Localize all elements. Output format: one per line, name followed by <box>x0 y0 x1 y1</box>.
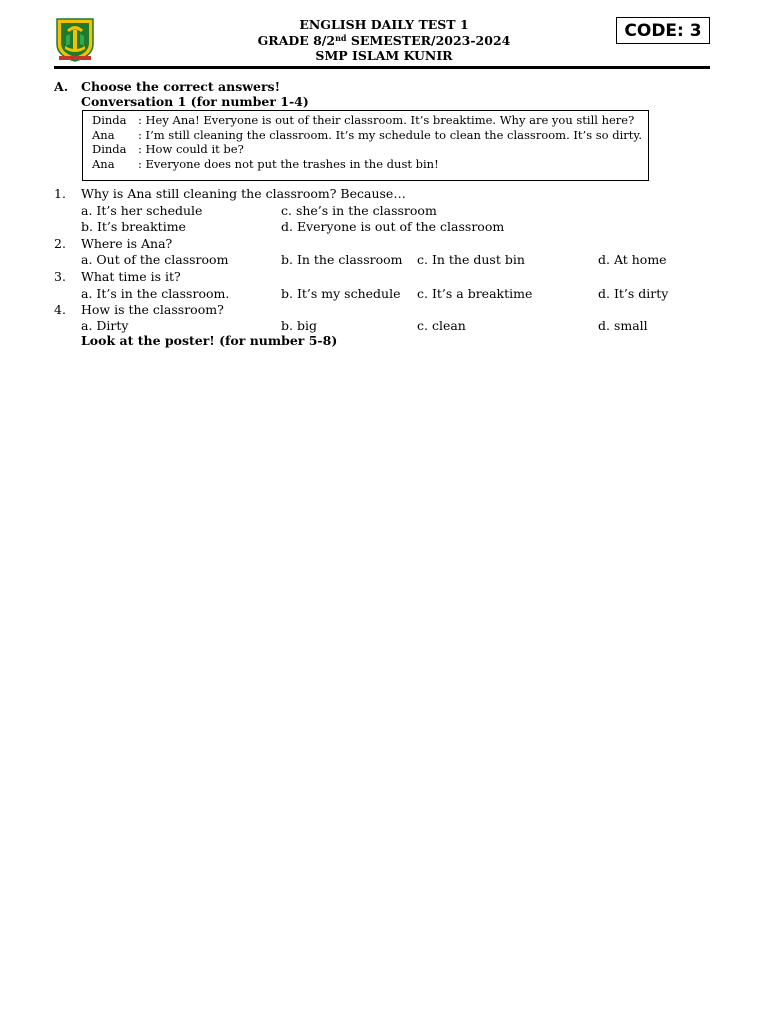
section-instruction: Choose the correct answers! <box>81 79 281 94</box>
answer-option: c. she’s in the classroom <box>281 203 437 218</box>
answer-option: d. It’s dirty <box>598 286 669 301</box>
answer-option: c. It’s a breaktime <box>417 286 533 301</box>
answer-option: c. In the dust bin <box>417 252 525 267</box>
question-number: 4. <box>54 302 66 317</box>
answer-option: b. In the classroom <box>281 252 403 267</box>
question-number: 2. <box>54 236 66 251</box>
answer-option: b. big <box>281 318 317 333</box>
question-text: Why is Ana still cleaning the classroom? Because… <box>81 186 406 201</box>
header-rule <box>54 66 710 69</box>
dialogue-text: : Hey Ana! Everyone is out of their classroom. It’s breaktime. Why are you still here? <box>138 113 635 127</box>
section-letter: A. <box>54 79 69 94</box>
dialogue-line <box>92 142 642 157</box>
question-number: 3. <box>54 269 66 284</box>
dialogue-line <box>92 157 642 172</box>
dialogue-text: : How could it be? <box>138 142 244 156</box>
answer-option: a. Out of the classroom <box>81 252 229 267</box>
answer-option: a. Dirty <box>81 318 129 333</box>
school-name: SMP ISLAM KUNIR <box>315 48 453 63</box>
question-text: Where is Ana? <box>81 236 173 251</box>
answer-option: b. It’s breaktime <box>81 219 186 234</box>
speaker-name: Dinda <box>92 142 127 156</box>
poster-instruction: Look at the poster! (for number 5-8) <box>81 333 338 348</box>
dialogue-box <box>82 110 649 181</box>
answer-option: d. At home <box>598 252 667 267</box>
speaker-name: Ana <box>92 156 115 171</box>
test-title: ENGLISH DAILY TEST 1 <box>299 17 469 32</box>
dialogue-line <box>92 113 642 128</box>
dialogue-text: : Everyone does not put the trashes in the dust bin! <box>138 156 439 171</box>
code-badge: CODE: 3 <box>616 17 710 44</box>
answer-option: a. It’s in the classroom. <box>81 286 230 301</box>
dialogue-text: : I’m still cleaning the classroom. It’s my schedule to clean the classroom. It’s so dirty. <box>138 127 643 142</box>
answer-option: b. It’s my schedule <box>281 286 401 301</box>
grade-prefix: GRADE 8/2 <box>257 32 336 48</box>
conversation-title: Conversation 1 (for number 1-4) <box>81 94 309 109</box>
dialogue-line <box>92 128 642 143</box>
question-number: 1. <box>54 186 66 201</box>
speaker-name: Dinda <box>92 113 127 127</box>
answer-option: c. clean <box>417 318 466 333</box>
question-text: What time is it? <box>81 269 181 284</box>
speaker-name: Ana <box>92 127 115 142</box>
semester-suffix: SEMESTER/2023-2024 <box>346 32 511 48</box>
answer-option: d. Everyone is out of the classroom <box>281 219 505 234</box>
answer-option: d. small <box>598 318 648 333</box>
question-text: How is the classroom? <box>81 302 224 317</box>
answer-option: a. It’s her schedule <box>81 203 203 218</box>
grade-sup: nd <box>335 32 347 43</box>
